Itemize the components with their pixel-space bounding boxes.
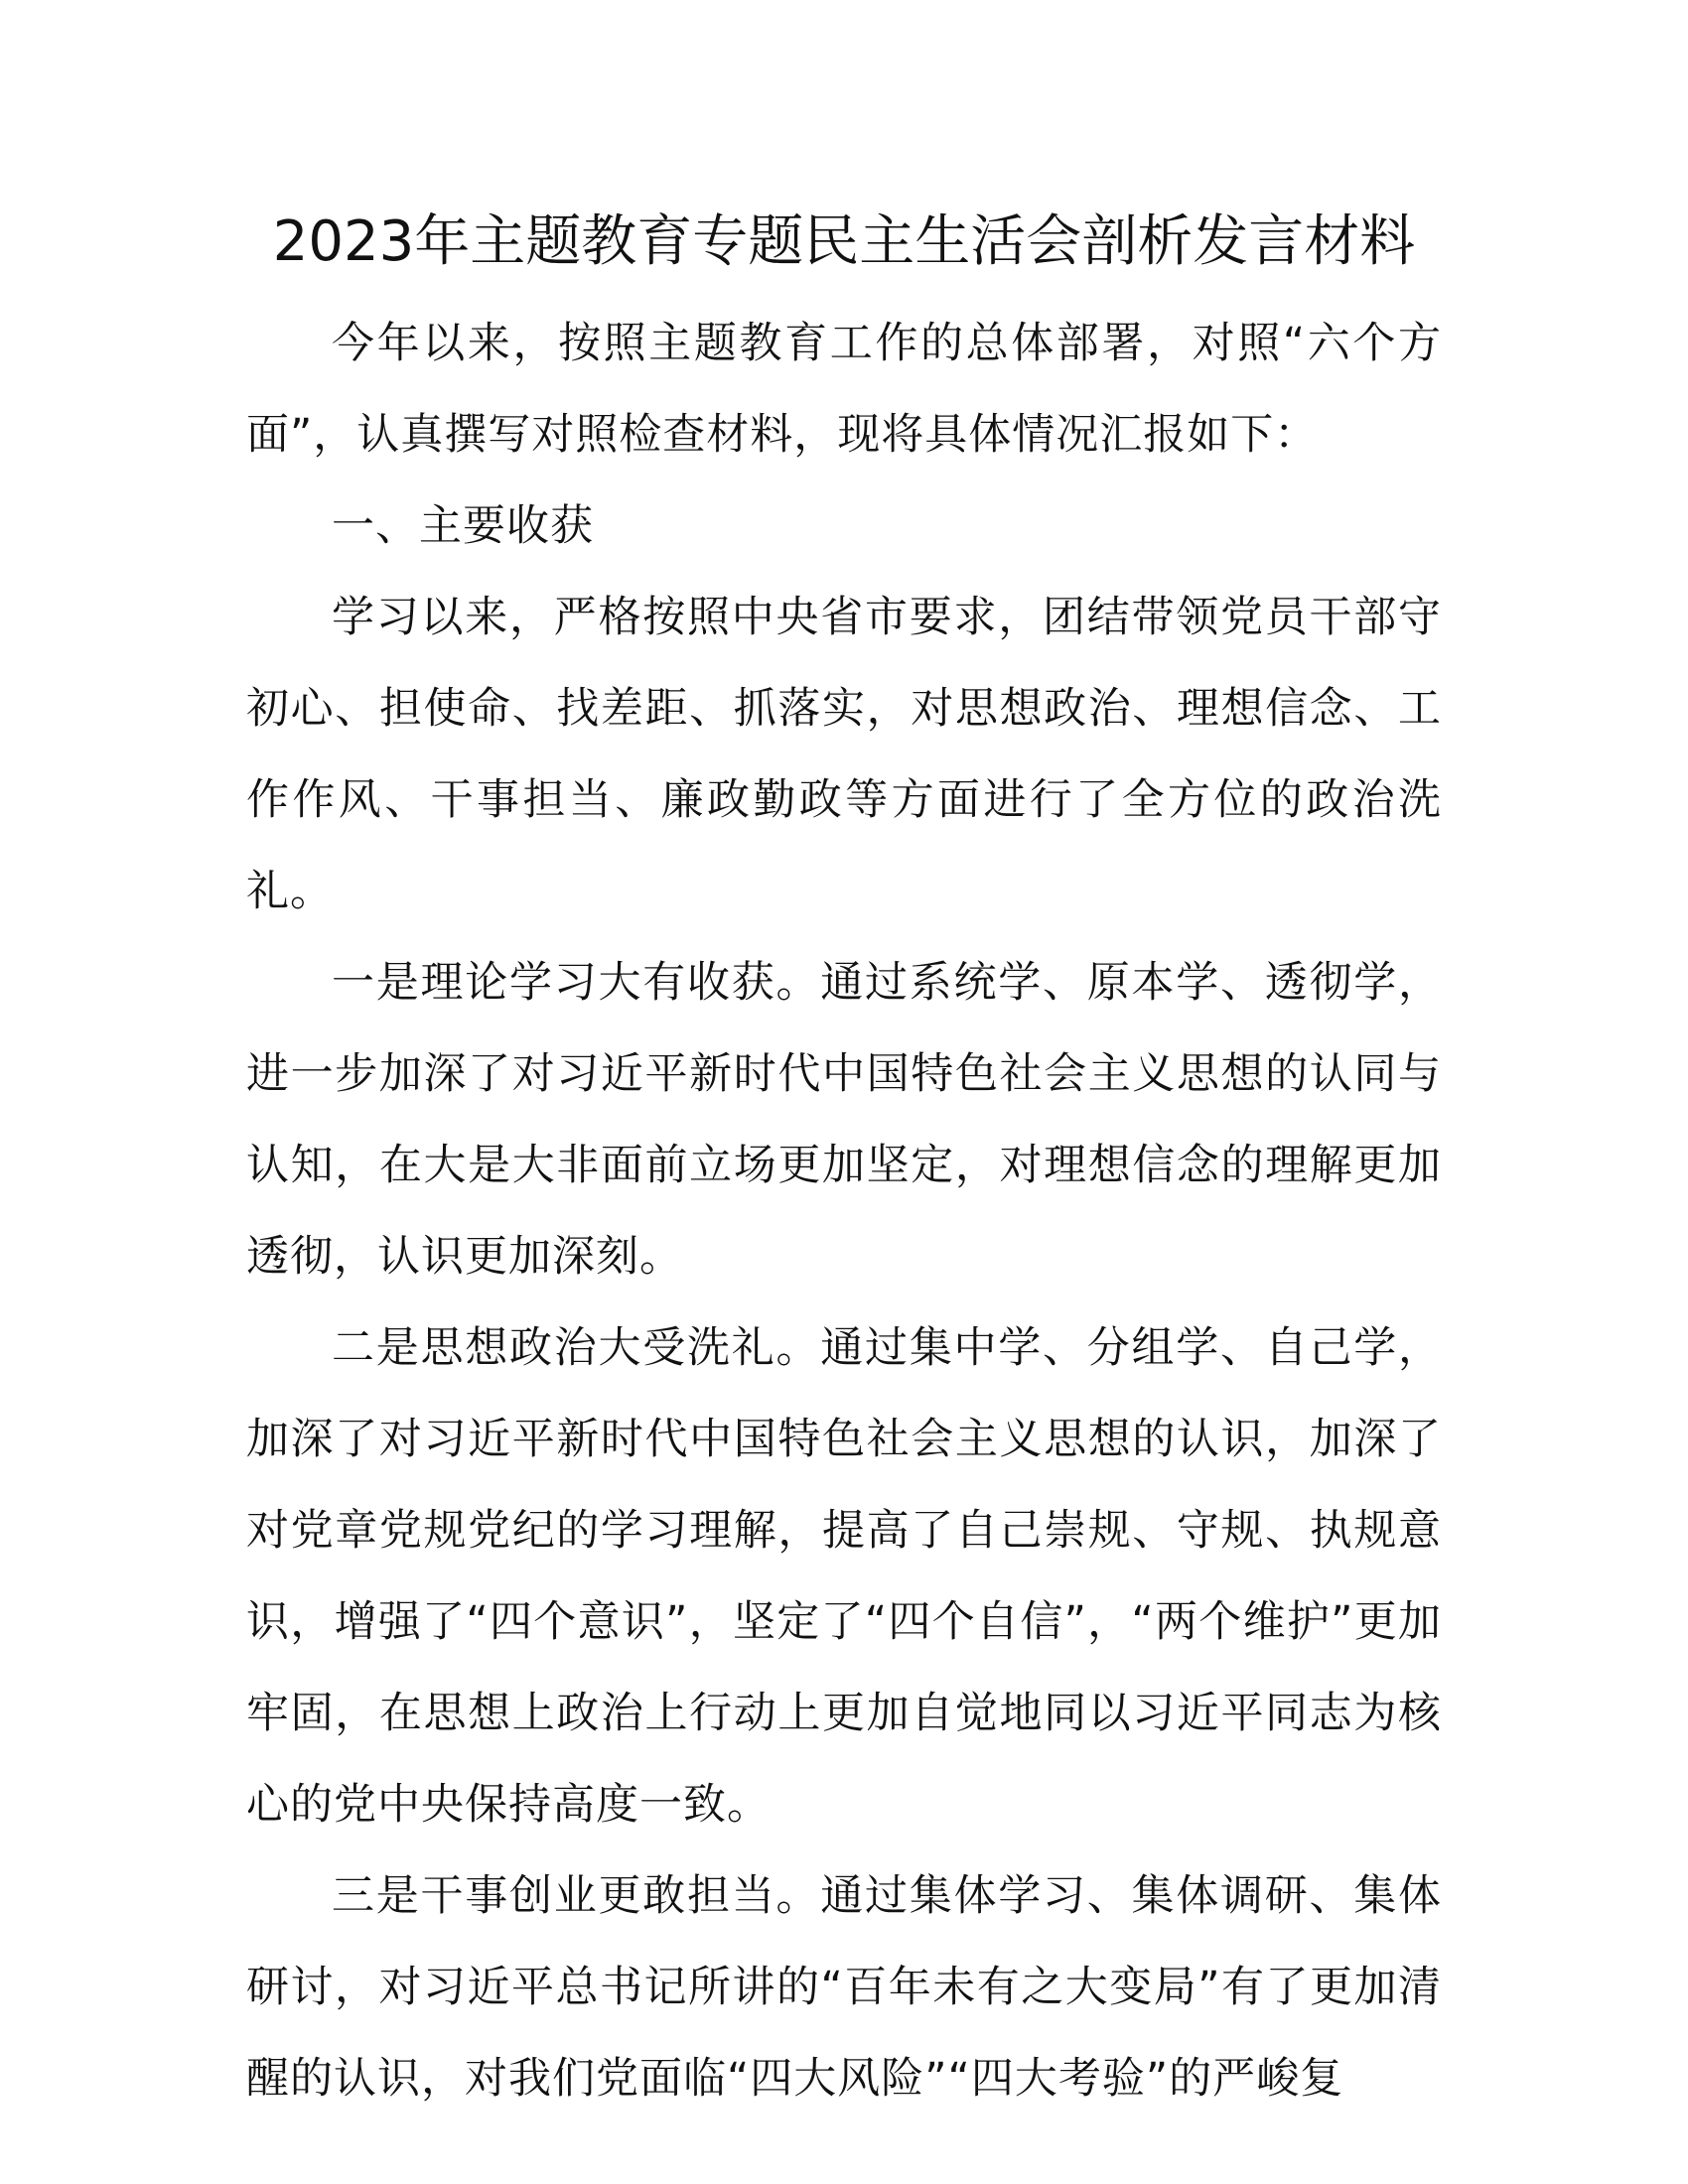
paragraph-theory-study: 一是理论学习大有收获。通过系统学、原本学、透彻学，进一步加深了对习近平新时代中国特色社会主义思想的认同与认知，在大是大非面前立场更加坚定，对理想信念的理解更加透彻，认识更加深刻。 [246,958,1442,1282]
paragraph-responsibility: 三是干事创业更敢担当。通过集体学习、集体调研、集体研讨，对习近平总书记所讲的“百年未有之大变局”有了更加清醒的认识，对我们党面临“四大风险”“四大考验”的严峻复 [246,1871,1442,2104]
paragraph-intro: 今年以来，按照主题教育工作的总体部署，对照“六个方面”，认真撰写对照检查材料，现将具体情况汇报如下： [246,319,1442,460]
section-heading-main-gains: 一、主要收获 [332,501,594,551]
document-body [246,298,1442,2124]
paragraph-study-overview: 学习以来，严格按照中央省市要求，团结带领党员干部守初心、担使命、找差距、抓落实，对思想政治、理想信念、工作作风、干事担当、廉政勤政等方面进行了全方位的政治洗礼。 [246,593,1442,916]
paragraph-ideological-baptism: 二是思想政治大受洗礼。通过集中学、分组学、自己学，加深了对习近平新时代中国特色社会主义思想的认识，加深了对党章党规党纪的学习理解，提高了自己崇规、守规、执规意识，增强了“四个意识”，坚定了“四个自信”，“两个维护”更加牢固，在思想上政治上行动上更加自觉地同以习近平同志为核心的党中央保持高度一致。 [246,1323,1442,1830]
document-title: 2023年主题教育专题民主生活会剖析发言材料 [272,209,1416,274]
